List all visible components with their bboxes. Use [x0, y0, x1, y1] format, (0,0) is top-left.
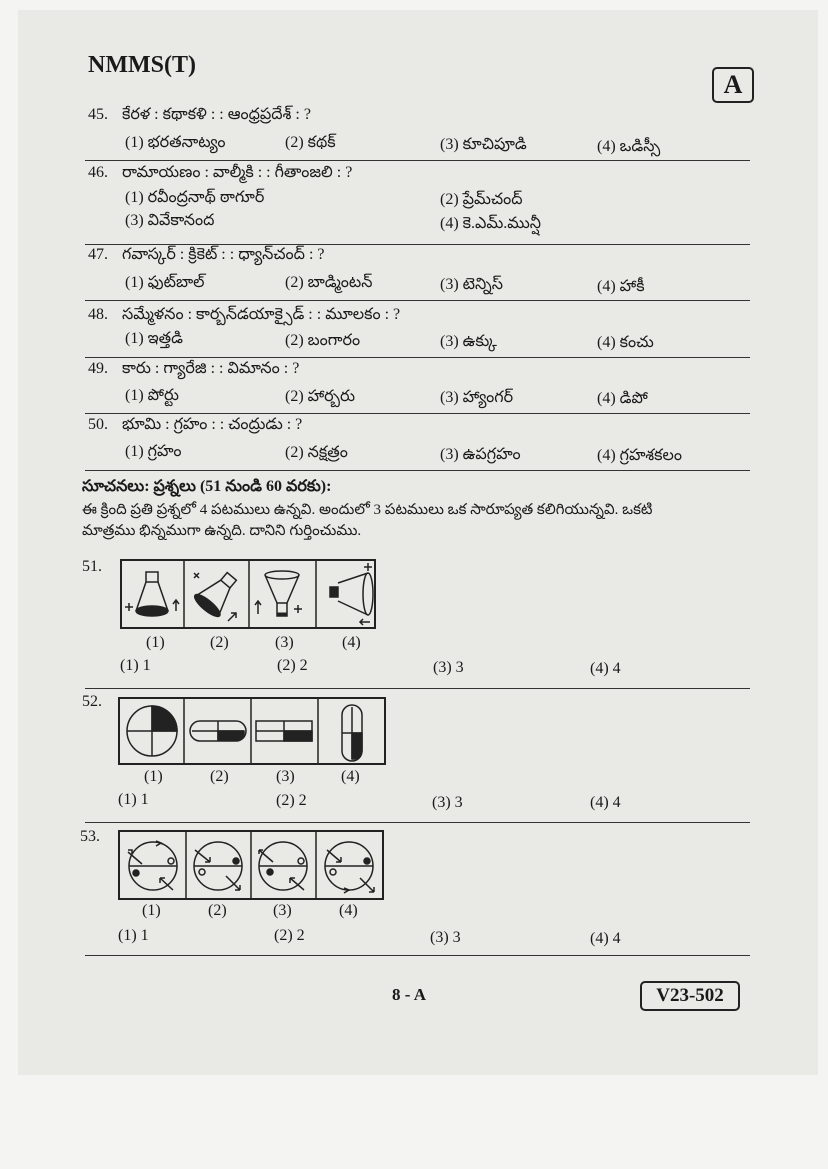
option-1: (1) భరతనాట్యం — [125, 134, 226, 151]
question-number: 52. — [82, 693, 102, 710]
option-2: (2) 2 — [276, 792, 307, 809]
circle-arrows-icon-3 — [259, 842, 307, 890]
option-1: (1) ఫుట్‌బాల్ — [125, 274, 205, 291]
option-4: (4) ఒడిస్సీ — [597, 138, 661, 155]
option-3: (3) 3 — [430, 929, 461, 946]
figure-set-53 — [118, 830, 384, 900]
flask-icon-2 — [192, 566, 244, 620]
divider — [85, 160, 750, 161]
option-4: (4) 4 — [590, 794, 621, 811]
question-text: సమ్మేళనం : కార్బన్‌డయాక్సైడ్ : : మూలకం : ? — [122, 306, 401, 323]
question-number: 45. — [88, 106, 108, 123]
figure-caption: (4) — [341, 768, 360, 785]
set-code-box: A — [712, 67, 754, 103]
figure-caption: (2) — [208, 902, 227, 919]
figure-set-51 — [120, 559, 376, 629]
option-4: (4) డిపో — [597, 390, 648, 407]
option-1: (1) గ్రహం — [125, 443, 182, 460]
option-1: (1) 1 — [118, 927, 149, 944]
option-4: (4) హాకీ — [597, 278, 645, 295]
figure-caption: (4) — [342, 634, 361, 651]
option-2: (2) 2 — [277, 657, 308, 674]
option-3: (3) ఉపగ్రహం — [440, 446, 521, 463]
quartered-circle-icon — [127, 706, 177, 756]
question-number: 48. — [88, 306, 108, 323]
circle-arrows-icon-2 — [194, 842, 242, 890]
figure-caption: (2) — [210, 634, 229, 651]
question-number: 46. — [88, 164, 108, 181]
flask-icon-3 — [255, 571, 302, 616]
figure-set-52 — [118, 697, 386, 765]
flask-icon-1 — [125, 572, 179, 616]
page-number: 8 - A — [392, 985, 426, 1004]
question-number: 51. — [82, 558, 102, 575]
flask-icon-4 — [330, 563, 373, 625]
option-4: (4) కె.ఎమ్.మున్షీ — [440, 215, 542, 232]
question-text: గవాస్కర్ : క్రికెట్ : : ధ్యాన్‌చంద్ : ? — [122, 246, 325, 263]
question-number: 47. — [88, 246, 108, 263]
question-number: 50. — [88, 416, 108, 433]
figure-caption: (3) — [275, 634, 294, 651]
instructions-line-1: ఈ క్రింది ప్రతి ప్రశ్నలో 4 పటములు ఉన్నవి. అందులో 3 పటములు ఒక సారూప్యత కలిగియున్నవి. ఒకటి — [82, 502, 653, 518]
question-text: రామాయణం : వాల్మీకి : : గీతాంజలి : ? — [122, 164, 353, 181]
figure-caption: (4) — [339, 902, 358, 919]
option-4: (4) గ్రహశకలం — [597, 447, 682, 464]
option-3: (3) వివేకానంద — [125, 212, 215, 229]
instructions-heading: సూచనలు: ప్రశ్నలు (51 నుండి 60 వరకు): — [82, 478, 332, 495]
question-text: భూమి : గ్రహం : : చంద్రుడు : ? — [122, 416, 303, 433]
option-2: (2) బంగారం — [285, 332, 361, 349]
option-2: (2) కథక్ — [285, 134, 336, 151]
figure-caption: (1) — [142, 902, 161, 919]
option-4: (4) 4 — [590, 930, 621, 947]
question-48 — [88, 305, 400, 327]
option-1: (1) ఇత్తడి — [125, 330, 183, 347]
option-3: (3) ఉక్కు — [440, 333, 497, 350]
divider — [85, 357, 750, 358]
question-text: కేరళ : కథాకళి : : ఆంధ్రప్రదేశ్ : ? — [122, 106, 311, 123]
question-text: కారు : గ్యారేజి : : విమానం : ? — [122, 360, 300, 377]
figure-caption: (3) — [273, 902, 292, 919]
circle-arrows-icon-4 — [325, 842, 374, 893]
figure-caption: (3) — [276, 768, 295, 785]
option-1: (1) 1 — [118, 791, 149, 808]
option-2: (2) బాడ్మింటన్ — [285, 274, 373, 291]
question-49 — [88, 359, 299, 381]
question-47 — [88, 245, 325, 267]
divider — [85, 822, 750, 823]
question-number: 53. — [80, 828, 100, 845]
option-2: (2) 2 — [274, 927, 305, 944]
question-number: 49. — [88, 360, 108, 377]
figure-caption: (1) — [144, 768, 163, 785]
option-3: (3) కూచిపూడి — [440, 136, 527, 153]
option-2: (2) హార్బరు — [285, 388, 356, 405]
figure-caption: (2) — [210, 768, 229, 785]
capsule-horizontal-icon — [190, 721, 246, 741]
circle-arrows-icon-1 — [128, 841, 177, 890]
option-3: (3) టెన్నిస్ — [440, 276, 503, 293]
instructions-line-2: మాత్రము భిన్నముగా ఉన్నది. దానిని గుర్తించుము. — [82, 523, 362, 539]
divider — [85, 300, 750, 301]
question-46 — [88, 163, 352, 185]
option-4: (4) 4 — [590, 660, 621, 677]
option-2: (2) నక్షత్రం — [285, 444, 348, 461]
divider — [85, 413, 750, 414]
question-45 — [88, 105, 311, 127]
option-3: (3) హ్యాంగర్ — [440, 389, 514, 406]
exam-title: NMMS(T) — [88, 52, 196, 78]
option-1: (1) రవీంద్రనాథ్ ఠాగూర్ — [125, 189, 265, 206]
option-2: (2) ప్రేమ్‌చంద్ — [440, 191, 523, 208]
paper-code-box: V23-502 — [640, 981, 740, 1011]
option-1: (1) పోర్టు — [125, 387, 179, 404]
capsule-vertical-icon — [342, 705, 362, 761]
option-4: (4) కంచు — [597, 334, 654, 351]
option-1: (1) 1 — [120, 657, 151, 674]
question-50 — [88, 415, 302, 437]
rectangle-split-icon — [256, 721, 312, 741]
figure-caption: (1) — [146, 634, 165, 651]
option-3: (3) 3 — [433, 659, 464, 676]
divider — [85, 688, 750, 689]
divider — [85, 955, 750, 956]
divider — [85, 470, 750, 471]
option-3: (3) 3 — [432, 794, 463, 811]
